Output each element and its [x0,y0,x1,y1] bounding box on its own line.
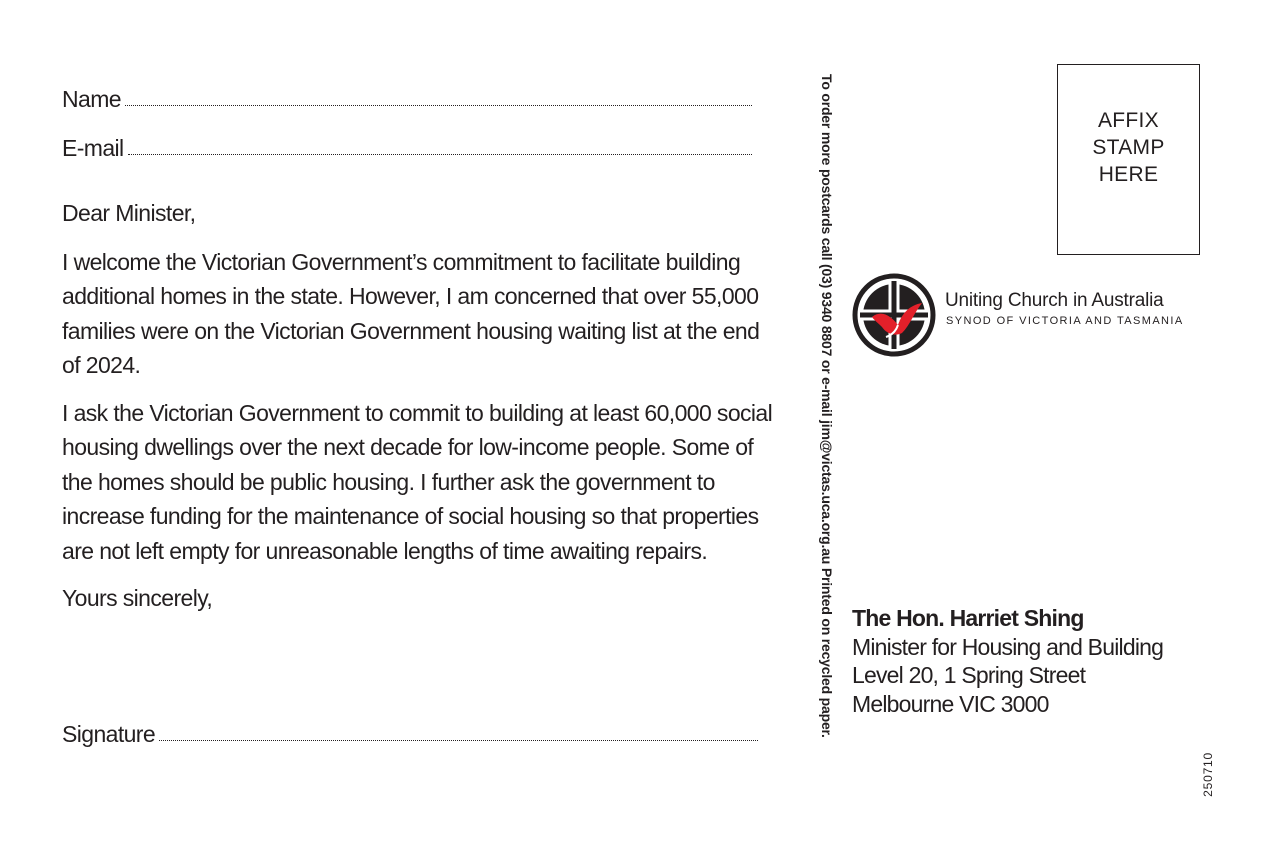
order-info-vertical-text: To order more postcards call (03) 9340 8807 or e-mail jim@victas.uca.org.au Printed on recycled paper. [819,74,835,738]
organisation-subtitle: SYNOD OF VICTORIA AND TASMANIA [946,315,1184,327]
email-field[interactable] [62,135,752,162]
print-code: 250710 [1201,752,1215,797]
signature-label: Signature [62,721,156,747]
recipient-title: Minister for Housing and Building [852,633,1164,660]
salutation: Dear Minister, [62,200,196,226]
uniting-church-logo-icon [852,273,936,362]
letter-paragraph-2: I ask the Victorian Government to commit to building at least 60,000 social housing dwellings over the next decade for low-income people. Some of the homes should be public housing. I further ask the government to increase funding for the maintenance of social housing so that properties are not left empty for unreasonable lengths of time awaiting repairs. [62,399,773,564]
email-label: E-mail [62,135,124,161]
name-label: Name [62,86,121,112]
name-dotted-line[interactable] [125,105,752,106]
address-city: Melbourne VIC 3000 [852,690,1049,717]
stamp-text: AFFIX STAMP HERE [1092,109,1165,186]
email-dotted-line[interactable] [128,154,752,155]
address-street: Level 20, 1 Spring Street [852,662,1086,688]
letter-paragraph-1: I welcome the Victorian Government’s commitment to facilitate building additional homes in the state. However, I am concerned that over 55,000 families were on the Victorian Government housing waiting list at the end of 2024. [62,248,760,378]
organisation-name: Uniting Church in Australia [945,290,1164,311]
letter-body [62,196,774,629]
stamp-box [1057,64,1200,255]
signature-field[interactable] [62,721,758,748]
recipient-address [852,604,1163,718]
signature-dotted-line[interactable] [159,740,758,741]
recipient-name: The Hon. Harriet Shing [852,605,1084,631]
name-field[interactable] [62,86,752,113]
closing: Yours sincerely, [62,585,213,611]
